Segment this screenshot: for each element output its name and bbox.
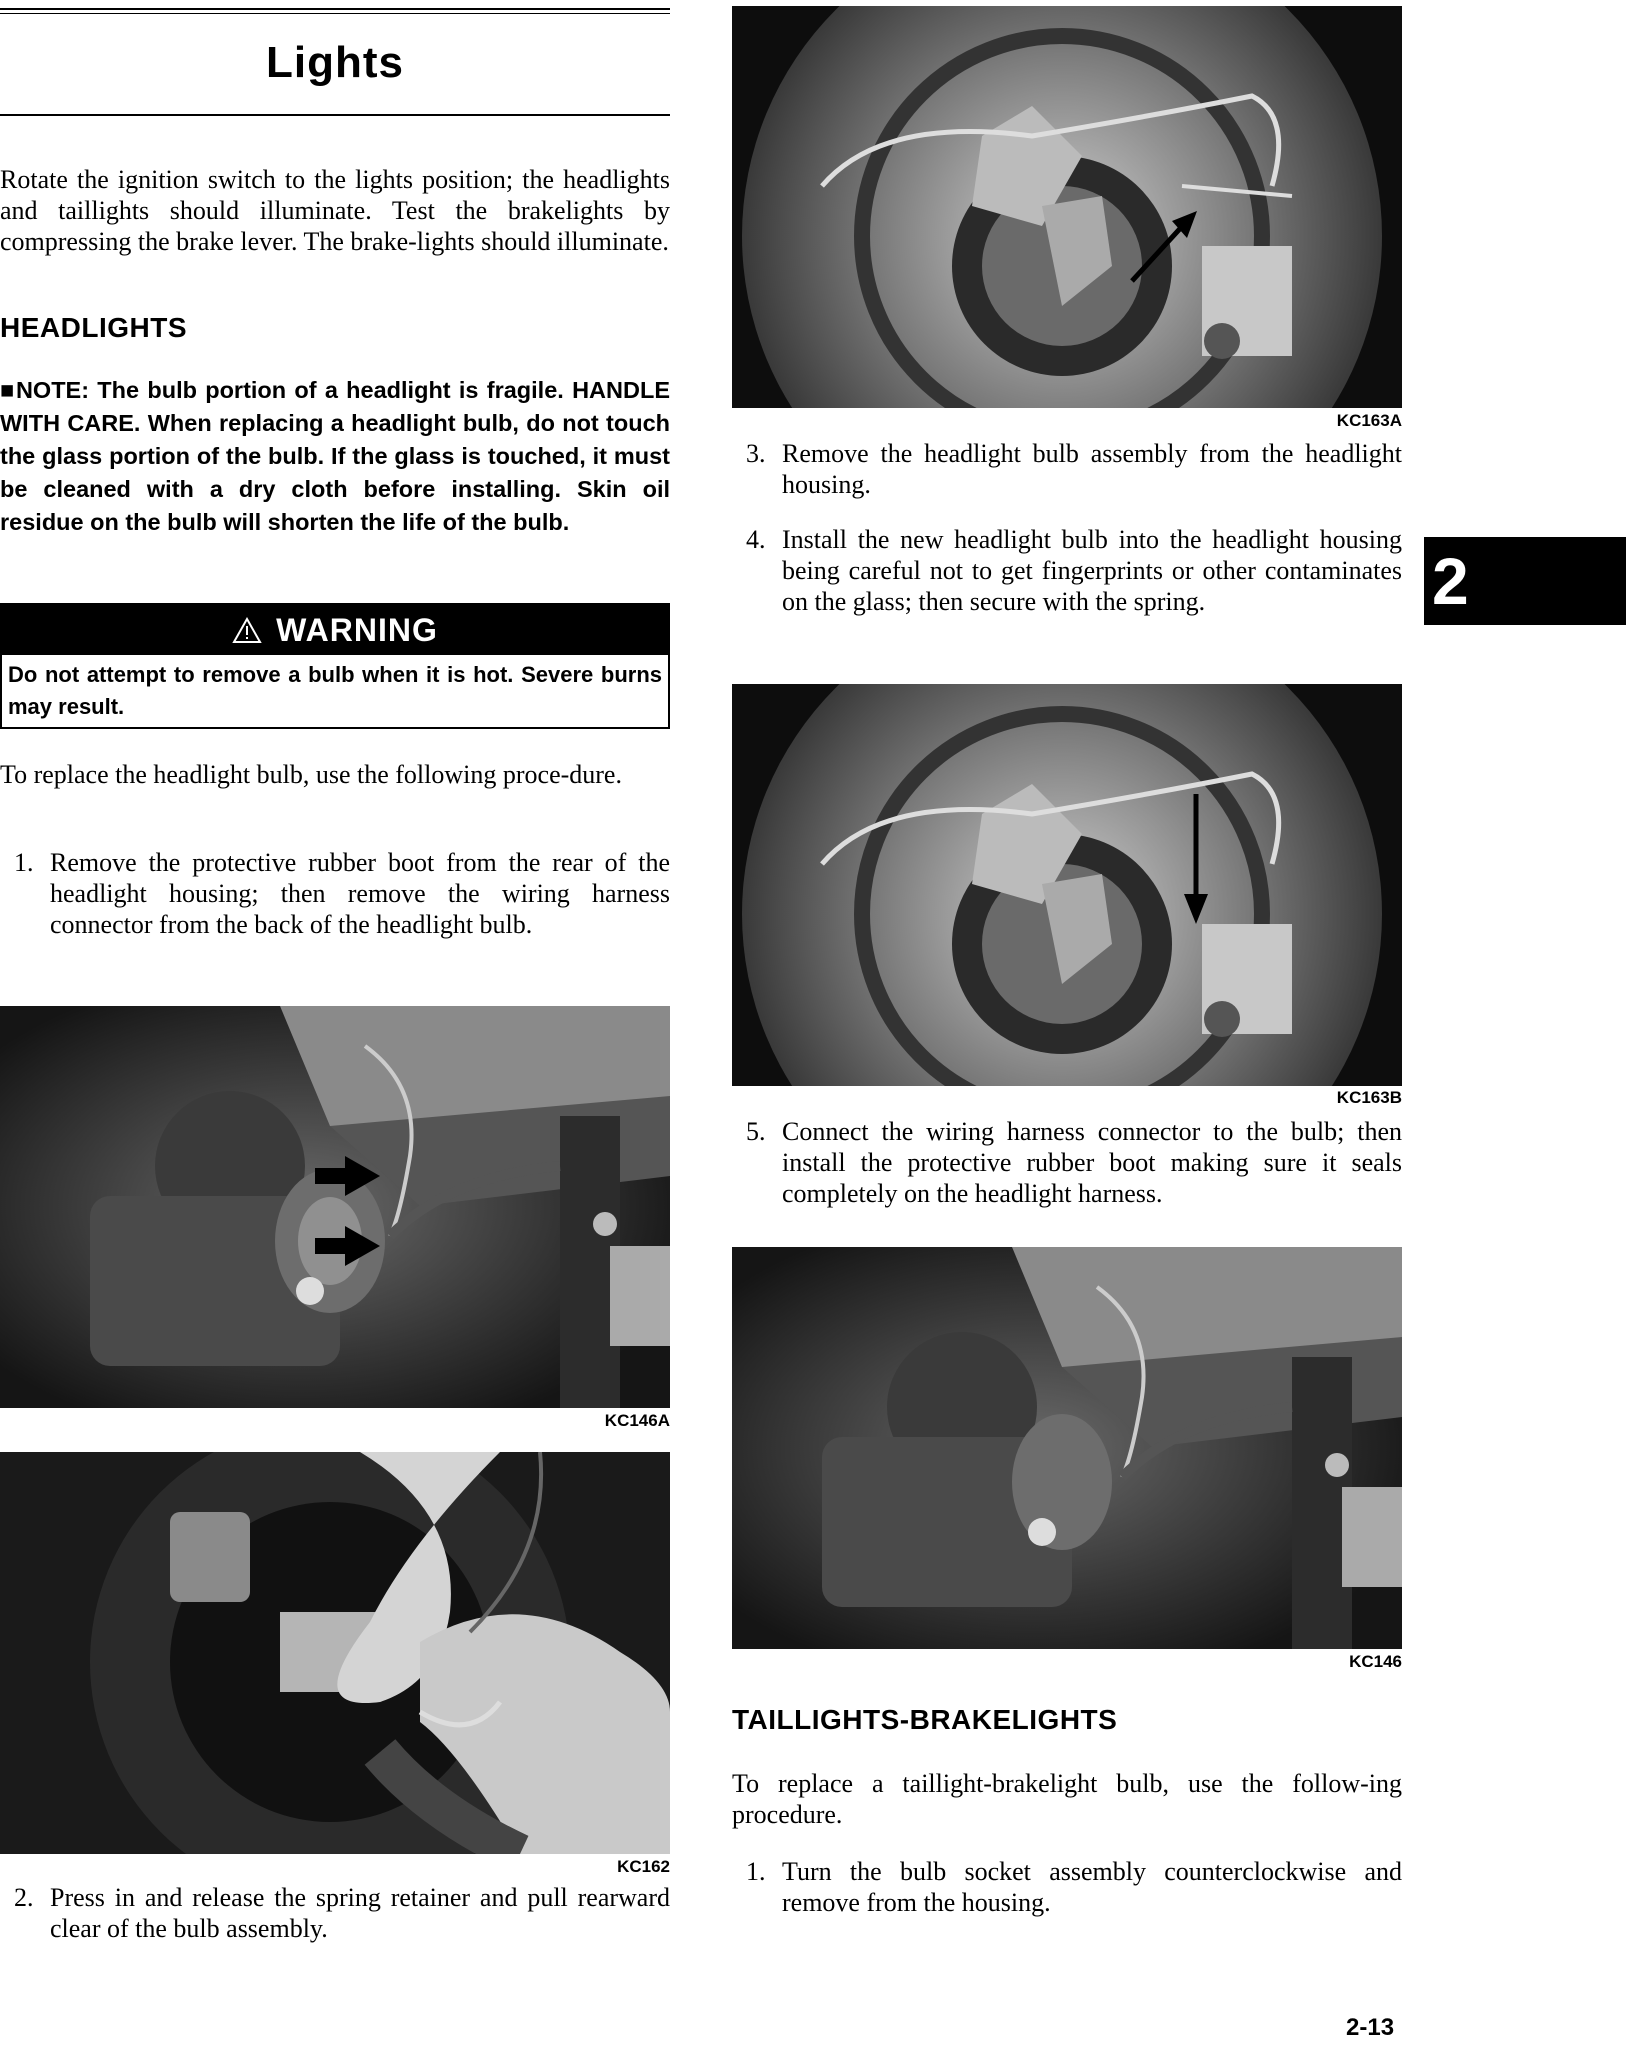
step-text: Connect the wiring harness connector to the bulb; then install the protective rubber boot making sure it seals completely on the headlight harness. (782, 1117, 1402, 1208)
headlight-procedure-intro: To replace the headlight bulb, use the following proce-dure. (0, 760, 622, 789)
figure-kc162-photo (0, 1452, 670, 1854)
figure-kc146-caption: KC146 (1349, 1652, 1402, 1671)
taillight-step-1 (746, 1856, 1402, 1918)
step-number: 4. (746, 525, 766, 554)
note-text: NOTE: The bulb portion of a headlight is fragile. HANDLE WITH CARE. When replacing a headlight bulb, do not touch the glass portion of the bulb. If the glass is touched, it must be cleaned with a dry cloth before installing. Skin oil residue on the bulb will shorten the life of the bulb. (0, 377, 670, 535)
headlight-step-1 (14, 847, 670, 940)
taillights-heading: TAILLIGHTS-BRAKELIGHTS (732, 1704, 1118, 1735)
headlight-step-5 (746, 1116, 1402, 1209)
title-rule-bottom (0, 114, 670, 116)
step-text: Turn the bulb socket assembly counterclockwise and remove from the housing. (782, 1857, 1402, 1917)
figure-kc163b-caption: KC163B (1336, 1088, 1402, 1107)
step-number: 5. (746, 1117, 766, 1146)
figure-kc146-photo (732, 1247, 1402, 1649)
step-number: 1. (746, 1857, 766, 1886)
warning-triangle-icon (232, 617, 262, 644)
step-text: Remove the headlight bulb assembly from the headlight housing. (782, 439, 1402, 499)
warning-header (2, 605, 668, 655)
warning-box (0, 603, 670, 729)
title-rule-top-2 (0, 13, 670, 14)
warning-text: Do not attempt to remove a bulb when it is hot. Severe burns may result. (8, 662, 662, 719)
taillight-procedure-intro: To replace a taillight-brakelight bulb, use the follow-ing procedure. (732, 1769, 1402, 1829)
section-tab: 2 (1424, 537, 1626, 625)
headlight-step-2 (14, 1882, 670, 1944)
intro-paragraph: Rotate the ignition switch to the lights position; the headlights and taillights should illuminate. Test the brakelights by compressing the brake lever. The brake-lights should illuminate. (0, 165, 670, 256)
headlight-step-3 (746, 438, 1402, 500)
note-square-icon: ■ (0, 377, 16, 403)
figure-kc163a-caption: KC163A (1336, 411, 1402, 430)
figure-kc163b-photo (732, 684, 1402, 1086)
headlights-heading: HEADLIGHTS (0, 312, 187, 343)
headlight-note (0, 374, 670, 539)
figure-kc146a-caption: KC146A (604, 1411, 670, 1430)
step-text: Remove the protective rubber boot from the rear of the headlight housing; then remove the wiring harness connector from the back of the headlight bulb. (50, 848, 670, 939)
headlight-step-4 (746, 524, 1402, 617)
title-rule-top (0, 8, 670, 10)
step-number: 2. (14, 1883, 34, 1912)
step-number: 1. (14, 848, 34, 877)
figure-kc162-caption: KC162 (617, 1857, 670, 1876)
figure-kc163a-photo (732, 6, 1402, 408)
page-number: 2-13 (1346, 2014, 1395, 2041)
figure-kc146a-photo (0, 1006, 670, 1408)
page-title: Lights (266, 38, 404, 87)
step-text: Install the new headlight bulb into the headlight housing being careful not to get fingerprints or other contaminates on the glass; then secure with the spring. (782, 525, 1402, 616)
step-number: 3. (746, 439, 766, 468)
warning-title: WARNING (276, 611, 438, 648)
step-text: Press in and release the spring retainer and pull rearward clear of the bulb assembly. (50, 1883, 670, 1943)
